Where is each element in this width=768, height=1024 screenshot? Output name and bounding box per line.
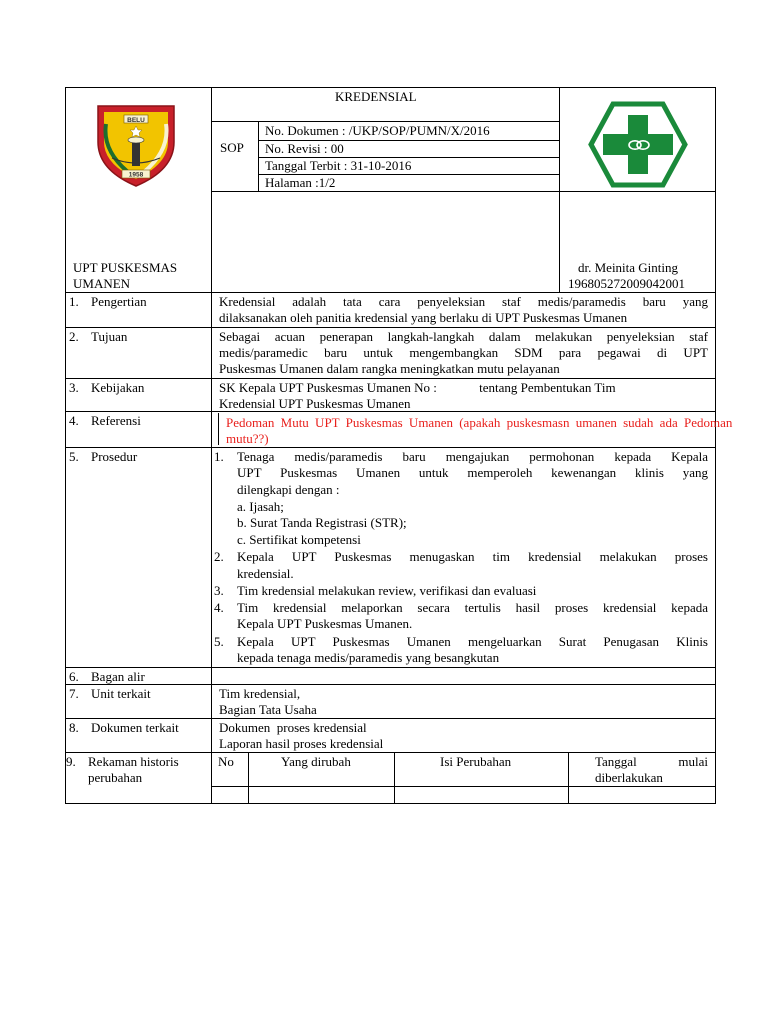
section-number: 3. — [69, 380, 79, 395]
history-header-no: No — [218, 754, 234, 769]
procedure-step-line: UPT Puskesmas Umanen untuk memperoleh kewenangan klinis yang — [237, 465, 708, 480]
border — [211, 121, 559, 122]
section-number: 5. — [69, 449, 79, 464]
organization-name-line2: UMANEN — [73, 276, 131, 291]
procedure-step-line: kepada tenaga medis/paramedis yang besangkutan — [237, 650, 500, 665]
document-number: No. Dokumen : /UKP/SOP/PUMN/X/2016 — [265, 123, 490, 138]
procedure-number: 2. — [214, 549, 224, 564]
section-number: 4. — [69, 413, 79, 428]
border — [559, 87, 560, 292]
procedure-sub-item: b. Surat Tanda Registrasi (STR); — [237, 515, 407, 530]
section-label-bagan-alir: Bagan alir — [91, 669, 145, 684]
border — [65, 803, 716, 804]
section-label-rekaman-line2: perubahan — [88, 770, 143, 785]
section-label-dokumen-terkait: Dokumen terkait — [91, 720, 179, 735]
history-header-date-line2: diberlakukan — [595, 770, 663, 785]
procedure-number: 4. — [214, 600, 224, 615]
pengertian-text-line: Kredensial adalah tata cara penyeleksian staf medis/paramedis baru yang — [219, 294, 708, 309]
crest-tower-top — [128, 137, 144, 143]
issue-date: Tanggal Terbit : 31-10-2016 — [265, 158, 412, 173]
border — [568, 752, 569, 803]
border — [65, 718, 716, 719]
border — [211, 191, 716, 192]
unit-terkait-line: Bagian Tata Usaha — [219, 702, 317, 717]
section-label-prosedur: Prosedur — [91, 449, 138, 464]
border — [65, 684, 716, 685]
procedure-step-line: dilengkapi dengan : — [237, 482, 340, 497]
tujuan-text-line: Puskesmas Umanen dalam rangka meningkatkan mutu pelayanan — [219, 361, 560, 376]
kebijakan-text-line: SK Kepala UPT Puskesmas Umanen No : tentang Pembentukan Tim — [219, 380, 616, 395]
border — [211, 87, 212, 804]
sop-label: SOP — [220, 140, 244, 155]
procedure-number: 3. — [214, 583, 224, 598]
cross-horizontal — [603, 134, 673, 155]
section-number: 9. — [66, 754, 76, 769]
section-label-kebijakan: Kebijakan — [91, 380, 145, 395]
section-label-tujuan: Tujuan — [91, 329, 128, 344]
document-title: KREDENSIAL — [335, 89, 417, 104]
dokumen-terkait-line: Dokumen proses kredensial — [219, 720, 367, 735]
puskesmas-logo — [588, 101, 688, 188]
section-label-unit-terkait: Unit terkait — [91, 686, 151, 701]
revision-number: No. Revisi : 00 — [265, 141, 344, 156]
section-number: 8. — [69, 720, 79, 735]
border — [394, 752, 395, 803]
kebijakan-text-line: Kredensial UPT Puskesmas Umanen — [219, 396, 411, 411]
referensi-text-line: Pedoman Mutu UPT Puskesmas Umanen (apakah puskesmasn umanen sudah ada Pedoman — [226, 415, 733, 430]
tujuan-text-line: medis/paramedic baru untuk mengembangkan SDM para pegawai di UPT — [219, 345, 708, 360]
section-number: 7. — [69, 686, 79, 701]
referensi-text-line: mutu??) — [226, 431, 269, 446]
pengertian-text-line: dilaksanakan oleh panitia kredensial yang berlaku di UPT Puskesmas Umanen — [219, 310, 628, 325]
border — [65, 378, 716, 379]
crest-top-text: BELU — [127, 117, 145, 124]
border — [211, 786, 716, 787]
section-number: 1. — [69, 294, 79, 309]
dokumen-terkait-line: Laporan hasil proses kredensial — [219, 736, 384, 751]
procedure-step-line: Tim kredensial melaporkan secara tertulis hasil proses kredensial kepada — [237, 600, 708, 615]
procedure-step-line: Kepala UPT Puskesmas Umanen mengeluarkan Surat Penugasan Klinis — [237, 634, 708, 649]
border — [258, 121, 259, 191]
unit-terkait-line: Tim kredensial, — [219, 686, 301, 701]
procedure-step-line: Tenaga medis/paramedis baru mengajukan permohonan kepada Kepala — [237, 449, 708, 464]
history-header-changed: Yang dirubah — [281, 754, 351, 769]
section-label-pengertian: Pengertian — [91, 294, 147, 309]
procedure-sub-item: c. Sertifikat kompetensi — [237, 532, 361, 547]
regency-crest-logo — [88, 100, 184, 190]
reference-margin-line — [218, 413, 219, 445]
procedure-step-line: Kepala UPT Puskesmas menugaskan tim kredensial melakukan proses — [237, 549, 708, 564]
border — [248, 752, 249, 803]
history-header-date-line1: Tanggal mulai — [595, 754, 708, 769]
crest-bottom-text: 1958 — [128, 171, 144, 179]
border — [65, 447, 716, 448]
border — [65, 667, 716, 668]
border — [65, 87, 66, 804]
border — [65, 327, 716, 328]
procedure-step-line: Tim kredensial melakukan review, verifikasi dan evaluasi — [237, 583, 537, 598]
page-number: Halaman :1/2 — [265, 175, 336, 190]
section-number: 2. — [69, 329, 79, 344]
tujuan-text-line: Sebagai acuan penerapan langkah-langkah dalam melakukan penyeleksian staf — [219, 329, 708, 344]
procedure-step-line: kredensial. — [237, 566, 294, 581]
signer-name: dr. Meinita Ginting — [578, 260, 679, 275]
procedure-number: 1. — [214, 449, 224, 464]
section-number: 6. — [69, 669, 79, 684]
procedure-number: 5. — [214, 634, 224, 649]
border — [715, 87, 716, 804]
border — [65, 752, 716, 753]
procedure-step-line: Kepala UPT Puskesmas Umanen. — [237, 616, 413, 631]
organization-name-line1: UPT PUSKESMAS — [73, 260, 178, 275]
procedure-sub-item: a. Ijasah; — [237, 499, 284, 514]
section-label-referensi: Referensi — [91, 413, 141, 428]
border — [65, 292, 716, 293]
border — [65, 87, 716, 88]
section-label-rekaman-line1: Rekaman historis — [88, 754, 179, 769]
signer-id: 196805272009042001 — [568, 276, 685, 291]
history-header-content: Isi Perubahan — [440, 754, 512, 769]
